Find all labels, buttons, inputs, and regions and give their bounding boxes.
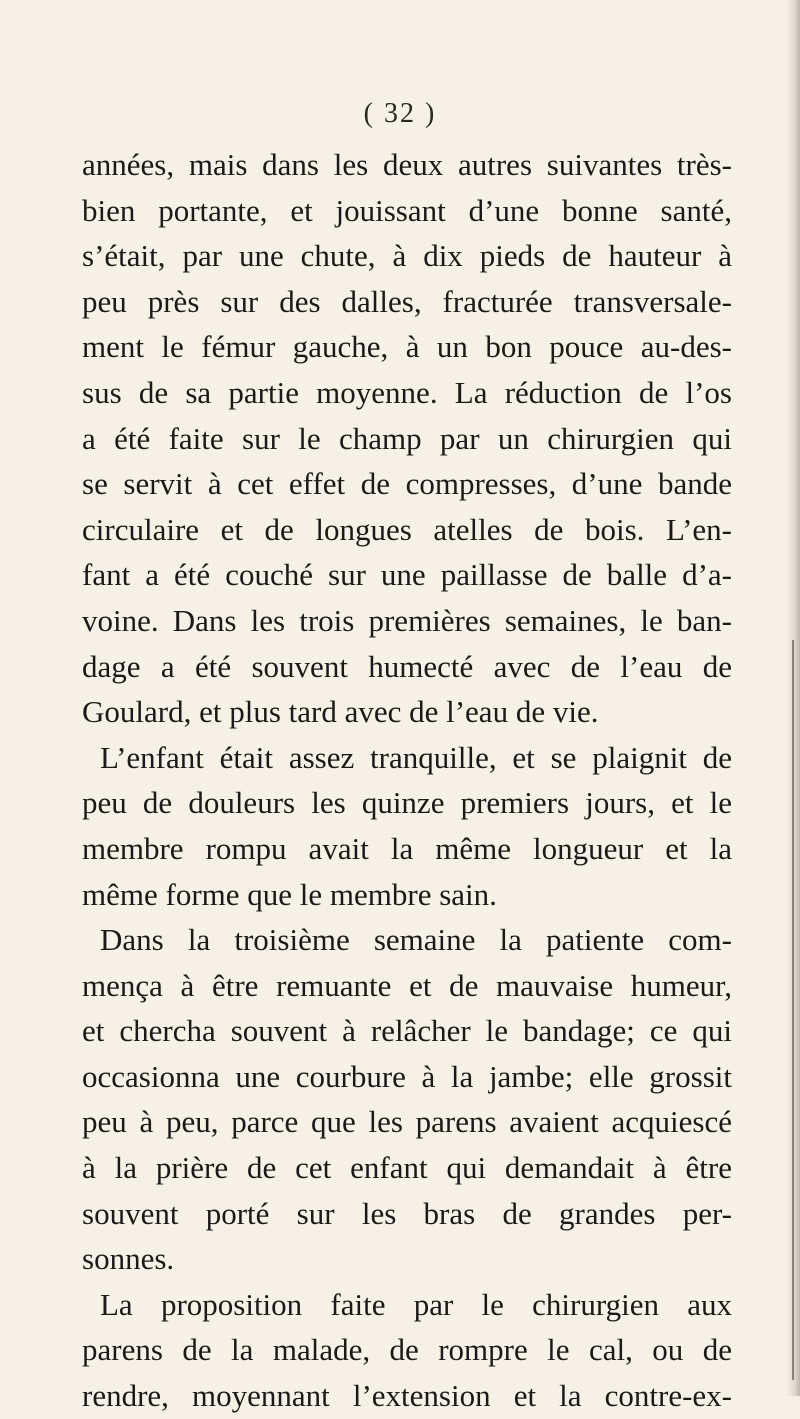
text-line: années, mais dans les deux autres suivantes très- — [82, 147, 732, 182]
text-line: dage a été souvent humecté avec de l’eau de — [82, 648, 732, 684]
text-line: même forme que le membre sain. — [82, 876, 497, 912]
text-line: rendre, moyennant l’extension et la contre-ex- — [82, 1378, 732, 1414]
text-line: voine. Dans les trois premières semaines, le ban- — [82, 602, 732, 638]
text-line: souvent porté sur les bras de grandes per- — [82, 1195, 732, 1231]
text-line: et chercha souvent à relâcher le bandage; ce qui — [82, 1013, 732, 1049]
text-line: peu à peu, parce que les parens avaient acquiescé — [82, 1104, 732, 1140]
page-number: ( 32 ) — [363, 98, 437, 129]
text-line: peu de douleurs les quinze premiers jours, et le — [82, 785, 732, 821]
body-text — [82, 142, 732, 1419]
text-line: L’enfant était assez tranquille, et se plaignit de — [100, 739, 732, 775]
text-line: peu près sur des dalles, fracturée transversale- — [82, 283, 732, 319]
text-line: a été faite sur le champ par un chirurgien qui — [82, 420, 732, 456]
text-line: membre rompu avait la même longueur et la — [82, 830, 732, 866]
page-edge-shadow — [786, 0, 800, 1396]
text-line: fant a été couché sur une paillasse de balle d’a- — [82, 557, 732, 593]
text-line: ment le fémur gauche, à un bon pouce au-des- — [82, 329, 732, 365]
text-line: La proposition faite par le chirurgien aux — [100, 1286, 732, 1322]
text-line: sonnes. — [82, 1241, 175, 1277]
text-line: occasionna une courbure à la jambe; elle grossit — [82, 1058, 732, 1094]
text-line: circulaire et de longues atelles de bois. L’en- — [82, 511, 732, 547]
text-line: Goulard, et plus tard avec de l’eau de vie. — [82, 694, 599, 730]
text-line: parens de la malade, de rompre le cal, ou de — [82, 1332, 732, 1368]
text-line: sus de sa partie moyenne. La réduction de l’os — [82, 374, 732, 410]
text-line: s’était, par une chute, à dix pieds de hauteur à — [82, 238, 732, 274]
text-line: à la prière de cet enfant qui demandait à être — [82, 1150, 732, 1186]
text-line: mença à être remuante et de mauvaise humeur, — [82, 967, 732, 1003]
text-line: Dans la troisième semaine la patiente com- — [100, 922, 732, 958]
text-line: se servit à cet effet de compresses, d’une bande — [82, 466, 732, 502]
text-line: bien portante, et jouissant d’une bonne santé, — [82, 192, 732, 228]
